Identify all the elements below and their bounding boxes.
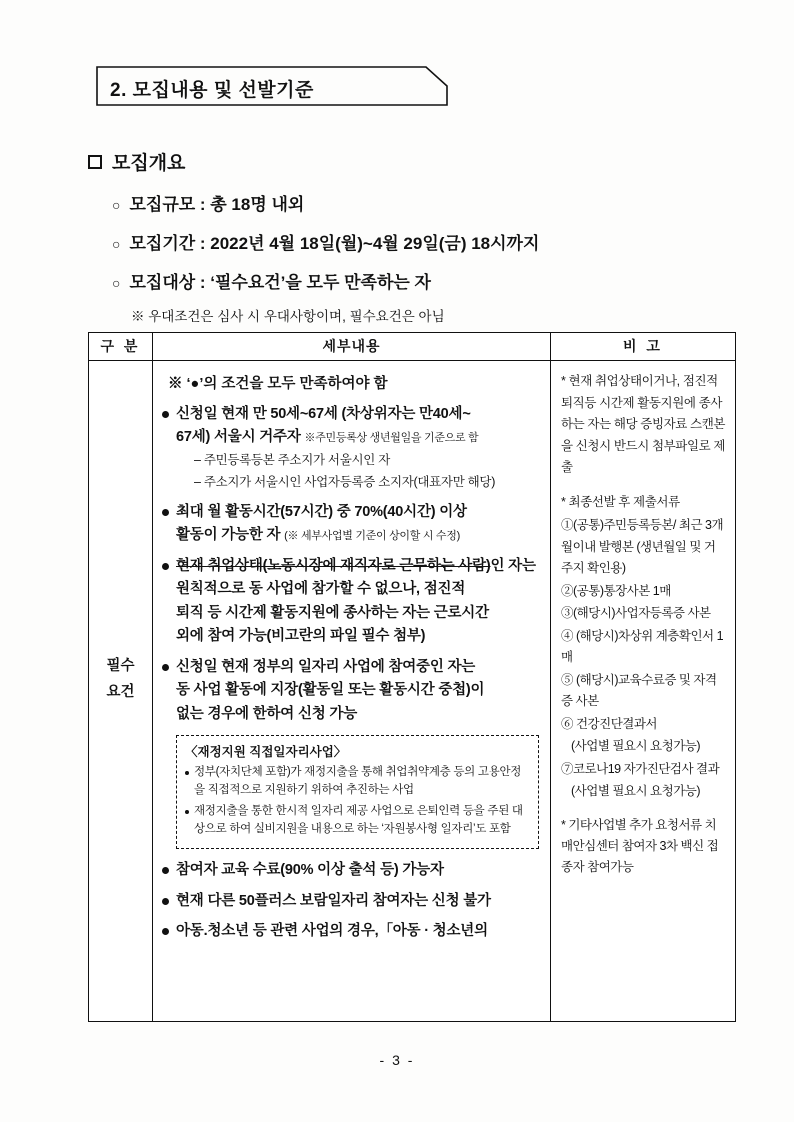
note-preferential: ※ 우대조건은 심사 시 우대사항이며, 필수요건은 아님	[131, 309, 445, 324]
remark-list-item: ⑦코로나19 자가진단검사 결과	[561, 761, 720, 776]
detail-item-body: 참여자 교육 수료(90% 이상 출석 등) 가능자	[176, 862, 444, 879]
bullet-marker-icon: ○	[112, 236, 121, 252]
definition-box-text: 정부(자치단체 포함)가 재정지출을 통해 취업취약계층 등의 고용안정을 직접적으로 지원하기 위하여 추진하는 사업	[194, 766, 522, 796]
detail-line: 외에 참여 가능(비고란의 파일 필수 첨부)	[176, 628, 426, 645]
bullet-dot-icon	[185, 771, 189, 775]
bullet-dot-icon	[162, 928, 169, 935]
detail-line: 동 사업 활동에 지장(활동일 또는 활동시간 중첩)이	[176, 682, 485, 699]
detail-subline: – 주민등록등본 주소지가 서울시인 자	[194, 452, 390, 467]
table-header-remarks: 비 고	[623, 338, 663, 354]
table-cell-remarks	[551, 361, 735, 1021]
remark-list-item: ②(공통)통장사본 1매	[561, 583, 671, 598]
bullet-marker-icon: ○	[112, 275, 121, 291]
section-title: 2. 모집내용 및 선발기준	[110, 80, 314, 101]
bullet-dot-icon	[185, 810, 189, 814]
remark-document-list	[561, 515, 727, 803]
table-cell-division	[89, 361, 153, 1021]
detail-item-body: 아동.청소년 등 관련 사업의 경우,「아동 · 청소년의	[176, 923, 488, 940]
subsection-label: 모집개요	[112, 153, 186, 174]
requirements-table	[88, 332, 736, 1022]
table-header-row	[89, 333, 735, 361]
detail-line: 신청일 현재 만 50세~67세 (차상위자는 만40세~	[176, 406, 471, 422]
bullet-dot-icon	[162, 898, 169, 905]
remark-list-item: ①(공통)주민등록등본/ 최근 3개월이내 발행본 (생년월일 및 거주지 확인용)	[561, 518, 724, 575]
detail-line: 없는 경우에 한하여 신청 가능	[176, 705, 357, 722]
definition-box-item	[185, 764, 530, 800]
table-header-division: 구 분	[89, 333, 153, 360]
bullet-text: 모집기간 : 2022년 4월 18일(월)~4월 29일(금) 18시까지	[129, 234, 540, 253]
remark-list-item: ③(해당시)사업자등록증 사본	[561, 606, 711, 620]
detail-item-employment-status	[162, 555, 541, 649]
detail-line: 신청일 현재 정부의 일자리 사업에 참여중인 자는	[176, 658, 476, 675]
definition-box-item	[185, 803, 530, 839]
definition-box	[176, 735, 539, 849]
bullet-dot-icon	[162, 509, 169, 516]
table-cell-details	[153, 361, 551, 1021]
subsection-heading	[88, 148, 185, 175]
page-number: - 3 -	[379, 1052, 415, 1068]
bullet-dot-icon	[162, 411, 169, 418]
table-row	[89, 361, 735, 1021]
bullet-recruit-period	[112, 229, 539, 254]
square-marker-icon	[88, 155, 102, 169]
detail-item-body	[176, 555, 536, 649]
detail-item-body	[176, 403, 495, 494]
detail-item-age	[162, 403, 541, 494]
remark-list-item: ⑥ 건강진단결과서	[561, 716, 657, 731]
definition-box-title: 〈재정지원 직접일자리사업〉	[185, 745, 347, 760]
remark-tail: * 기타사업별 추가 요청서류 치매안심센터 참여자 3차 백신 접종자 참여가능	[561, 817, 719, 874]
detail-item-body: 현재 다른 50플러스 보람일자리 참여자는 신청 불가	[176, 892, 491, 909]
division-label-line1: 필수	[106, 658, 135, 674]
bullet-dot-icon	[162, 563, 169, 570]
remark-paragraph-1: * 현재 취업상태이거나, 점진적 퇴직등 시간제 활동지원에 종사하는 자는 해당 증빙자료 스캔본을 신청시 반드시 첨부파일로 제출	[561, 374, 726, 474]
detail-item-body	[176, 656, 484, 726]
division-label	[89, 653, 152, 705]
definition-box-text: 재정지출을 통한 한시적 일자리 제공 사업으로 은퇴인력 등을 주된 대상으로 하여 실비지원을 내용으로 하는 ‘자원봉사형 일자리’도 포함	[194, 804, 523, 835]
detail-subline: – 주소지가 서울시인 사업자등록증 소지자(대표자만 해당)	[194, 474, 496, 489]
detail-item-gov-program	[162, 656, 541, 726]
detail-line: 인 자는	[490, 557, 536, 574]
bullet-recruit-size	[112, 190, 304, 215]
bullet-dot-icon	[162, 867, 169, 874]
section-banner	[96, 66, 448, 106]
detail-line: 67세) 서울시 거주자	[176, 429, 301, 446]
detail-item-training	[162, 859, 541, 882]
remark-list-item: ④ (해당시)차상위 계층확인서 1매	[561, 628, 724, 664]
detail-item-hours	[162, 501, 541, 548]
bullet-text: 모집대상 : ‘필수요건’을 모두 만족하는 자	[129, 273, 431, 292]
bullet-recruit-target	[112, 268, 431, 293]
bullet-dot-icon	[162, 664, 169, 671]
detail-item-youth-related	[162, 920, 541, 943]
detail-line: 원칙적으로 동 사업에 참가할 수 없으나, 점진적	[176, 581, 466, 598]
remark-paragraph-2-lead: * 최종선발 후 제출서류	[561, 494, 680, 509]
detail-line: 최대 월 활동시간(57시간) 중 70%(40시간) 이상	[176, 503, 467, 520]
remark-list-item: ⑤ (해당시)교육수료증 및 자격증 사본	[561, 672, 717, 708]
remark-list-item: (사업별 필요시 요청가능)	[571, 739, 701, 753]
detail-note: (※ 세부사업별 기준이 상이할 시 수정)	[284, 530, 460, 543]
detail-note: ※주민등록상 생년월일을 기준으로 함	[304, 432, 479, 445]
division-label-line2: 요건	[106, 684, 135, 700]
detail-item-body	[176, 501, 467, 548]
detail-line-struck: 현재 취업상태(노동시장에 재직자로 근무하는 사람)	[176, 557, 491, 574]
detail-intro: ※ ‘●’의 조건을 모두 만족하여야 함	[168, 376, 388, 392]
detail-line: 활동이 가능한 자	[176, 527, 281, 544]
remark-list-item: (사업별 필요시 요청가능)	[571, 784, 701, 798]
table-header-details: 세부내용	[153, 333, 551, 360]
detail-item-duplicate-program	[162, 890, 541, 913]
detail-line: 퇴직 등 시간제 활동지원에 종사하는 자는 근로시간	[176, 604, 489, 621]
bullet-text: 모집규모 : 총 18명 내외	[129, 195, 305, 214]
bullet-marker-icon: ○	[112, 197, 121, 213]
